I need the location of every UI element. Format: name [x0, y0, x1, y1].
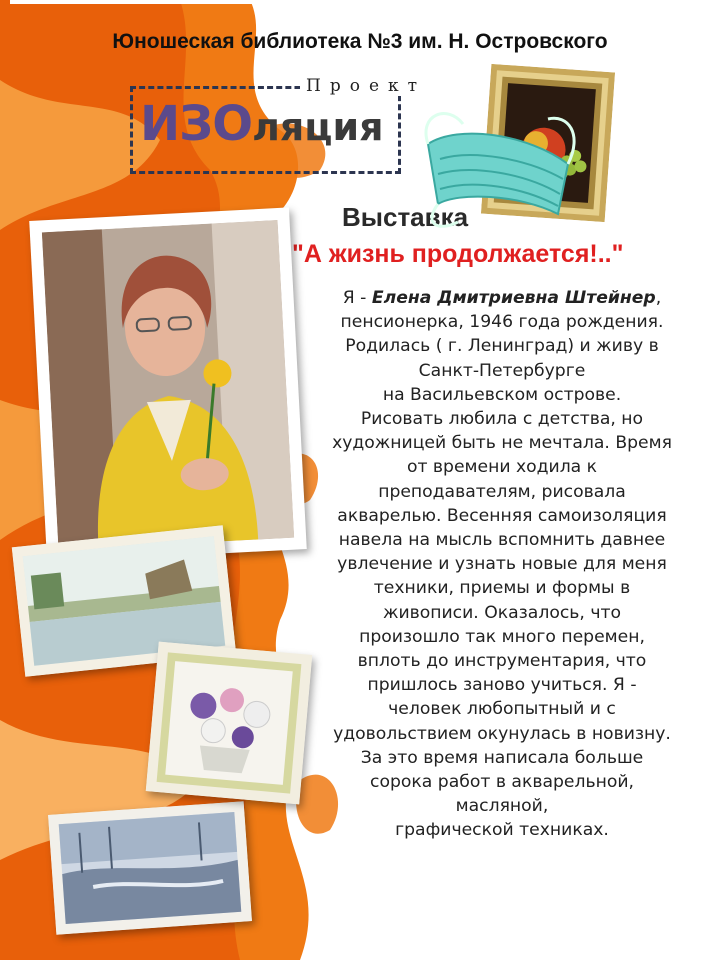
artist-name: Елена Дмитриевна Штейнер	[371, 288, 656, 308]
bio-line: живописи. Оказалось, что	[382, 602, 622, 623]
bio-line: удовольствием окунулась в новизну.	[333, 723, 671, 744]
bio-line: на Васильевском острове.	[382, 384, 622, 405]
winter-landscape-painting	[48, 801, 252, 934]
bio-line: техники, приемы и формы в	[373, 578, 631, 599]
library-name-heading: Юношеская библиотека №3 им. Н. Островского	[112, 30, 608, 53]
bio-line: художницей быть не мечтала. Время	[332, 433, 672, 454]
bio-line: сорока работ в акварельной,	[370, 772, 634, 793]
artist-portrait-photo	[29, 207, 307, 562]
bio-line: пенсионерка, 1946 года рождения.	[340, 312, 664, 333]
bio-line: увлечение и узнать новые для меня	[337, 554, 667, 575]
bio-line: Родилась ( г. Ленинград) и живу в	[345, 336, 659, 357]
exhibition-label: Выставка	[342, 202, 469, 232]
bio-line: пришлось заново учиться. Я -	[367, 675, 637, 696]
flowers-still-life-painting	[146, 642, 312, 805]
bio-line: графической техниках.	[395, 820, 609, 841]
bio-line-intro: Я - Елена Дмитриевна Штейнер,	[342, 288, 662, 308]
exhibition-title: "А жизнь продолжается!.."	[292, 240, 624, 268]
project-label: Проект	[300, 76, 432, 96]
bio-line: масляной,	[455, 796, 549, 817]
artist-biography	[300, 286, 704, 843]
project-title-izo: ИЗО	[140, 96, 253, 152]
bio-line: преподавателям, рисовала	[378, 481, 626, 502]
bio-line: Санкт-Петербурге	[418, 360, 586, 381]
bio-line: вплоть до инструментария, что	[357, 651, 647, 672]
project-title	[140, 96, 384, 152]
bio-line: человек любопытный и с	[388, 699, 616, 720]
bio-line: от времени ходила к	[406, 457, 598, 478]
bio-line: навела на мысль вспомнить давнее	[338, 530, 666, 551]
bio-line: акварелью. Весенняя самоизоляция	[337, 505, 667, 526]
medical-mask-icon	[418, 104, 578, 234]
bio-line: За это время написала больше	[360, 747, 644, 768]
bio-line: Рисовать любила с детства, но	[360, 409, 644, 430]
bio-line: произошло так много перемен,	[359, 626, 645, 647]
project-title-lyatsiya: ляция	[252, 105, 384, 149]
